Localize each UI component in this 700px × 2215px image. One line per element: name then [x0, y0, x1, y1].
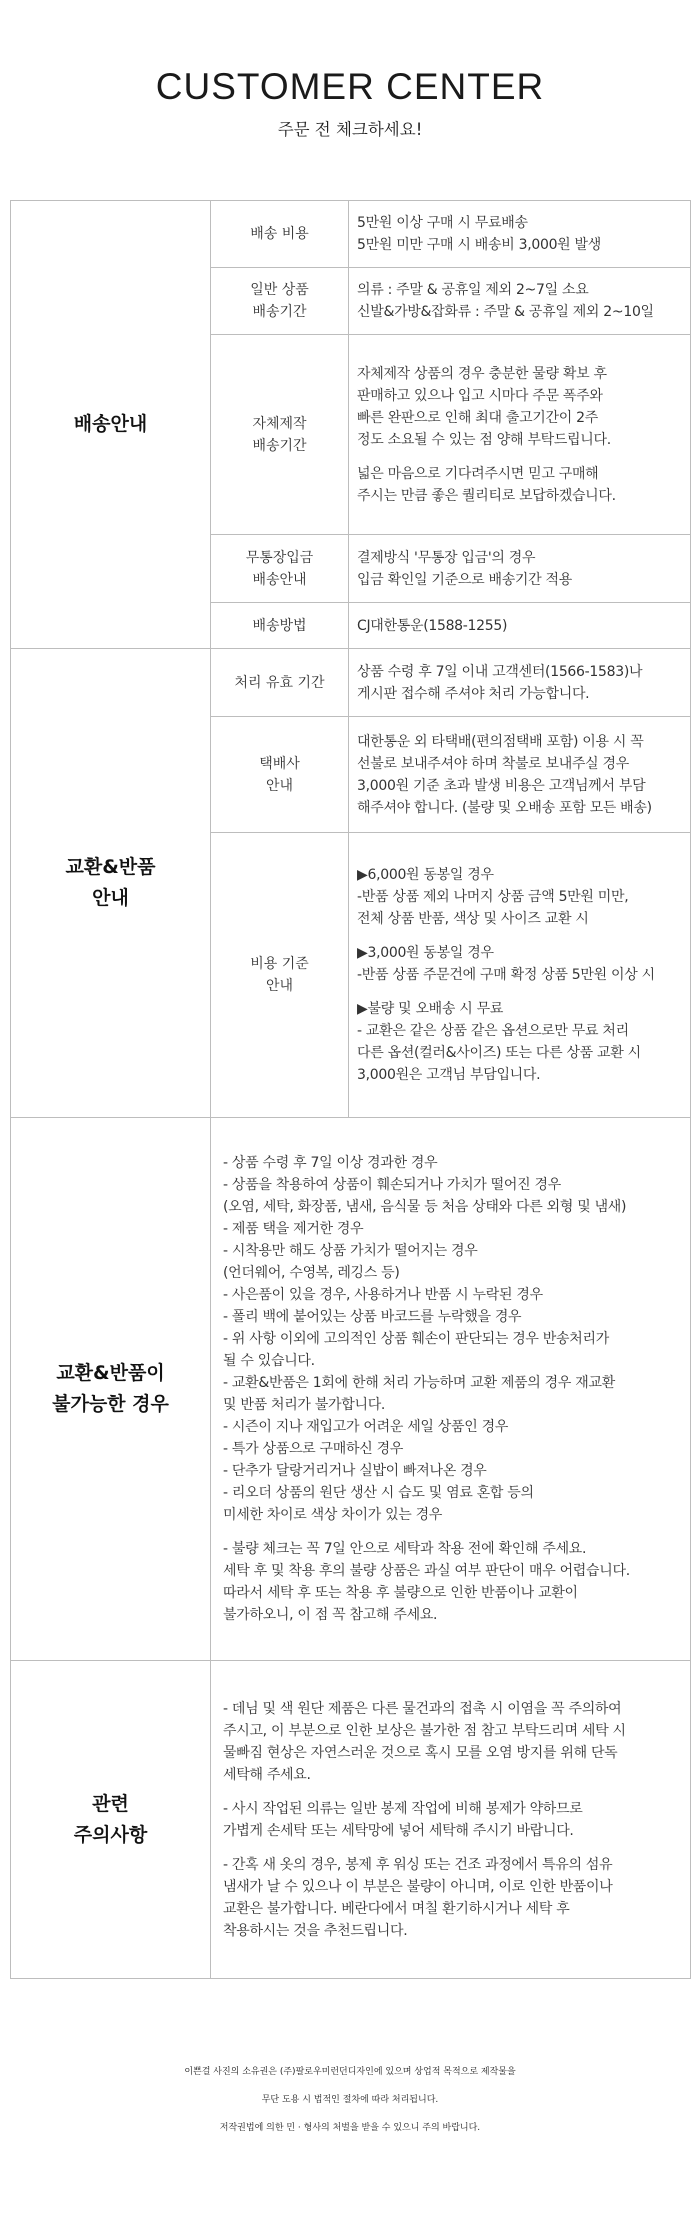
page-subtitle: 주문 전 체크하세요! — [277, 120, 423, 139]
not-allowed-row — [11, 1118, 691, 1661]
row-value: 자체제작 상품의 경우 충분한 물량 확보 후 판매하고 있으나 입고 시마다 주문 폭주와 빠른 완판으로 인해 최대 출고기간이 2주 정도 소요될 수 있는 점 양해 부탁드립니다. 넓은 마음으로 기다려주시면 믿고 구매해 주시는 만큼 좋은 퀄리티로 보답하겠습니다. — [349, 335, 691, 535]
page-header — [0, 0, 700, 200]
row-label: 비용 기준 안내 — [211, 833, 349, 1118]
row-value: CJ대한통운(1588-1255) — [349, 603, 691, 649]
cautions-row — [11, 1661, 691, 1979]
section-title-shipping: 배송안내 — [11, 201, 211, 649]
section-title-not-allowed: 교환&반품이 불가능한 경우 — [11, 1118, 211, 1661]
row-value: 5만원 이상 구매 시 무료배송 5만원 미만 구매 시 배송비 3,000원 발생 — [349, 201, 691, 268]
row-label: 자체제작 배송기간 — [211, 335, 349, 535]
row-label: 배송 비용 — [211, 201, 349, 268]
row-label: 배송방법 — [211, 603, 349, 649]
exchange-row-valid-period — [11, 649, 691, 717]
row-label: 무통장입금 배송안내 — [211, 535, 349, 603]
row-value: ▶6,000원 동봉일 경우 -반품 상품 제외 나머지 상품 금액 5만원 미만, 전체 상품 반품, 색상 및 사이즈 교환 시 ▶3,000원 동봉일 경우 -반품 상품 주문건에 구매 확정 상품 5만원 이상 시 ▶불량 및 오배송 시 무료 - 교환은 같은 상품 같은 옵션으로만 무료 처리 다른 옵션(컬러&사이즈) 또는 다른 상품 교환 시 3,000원은 고객님 부담입니다. — [349, 833, 691, 1118]
row-label: 처리 유효 기간 — [211, 649, 349, 717]
row-label: 택배사 안내 — [211, 717, 349, 833]
row-value: 대한통운 외 타택배(편의점택배 포함) 이용 시 꼭 선불로 보내주셔야 하며 착불로 보내주실 경우 3,000원 기준 초과 발생 비용은 고객님께서 부담 해주셔야 합니다. (불량 및 오배송 포함 모든 배송) — [349, 717, 691, 833]
section-title-cautions: 관련 주의사항 — [11, 1661, 211, 1979]
cautions-content: - 데님 및 색 원단 제품은 다른 물건과의 접촉 시 이염을 꼭 주의하여 주시고, 이 부분으로 인한 보상은 불가한 점 참고 부탁드리며 세탁 시 물빠짐 현상은 자연스러운 것으로 혹시 모를 오염 방지를 위해 단독 세탁해 주세요. - 사시 작업된 의류는 일반 봉제 작업에 비해 봉제가 약하므로 가볍게 손세탁 또는 세탁망에 넣어 세탁해 주시기 바랍니다. - 간혹 새 옷의 경우, 봉제 후 워싱 또는 건조 과정에서 특유의 섬유 냄새가 날 수 있으나 이 부분은 불량이 아니며, 이로 인한 반품이나 교환은 불가합니다. 베란다에서 며칠 환기하시거나 세탁 후 착용하시는 것을 추천드립니다. — [211, 1661, 691, 1979]
row-value: 의류 : 주말 & 공휴일 제외 2~7일 소요 신발&가방&잡화류 : 주말 & 공휴일 제외 2~10일 — [349, 268, 691, 335]
row-value: 상품 수령 후 7일 이내 고객센터(1566-1583)나 게시판 접수해 주셔야 처리 가능합니다. — [349, 649, 691, 717]
section-title-exchange: 교환&반품 안내 — [11, 649, 211, 1118]
info-table — [10, 200, 691, 1979]
row-value: 결제방식 '무통장 입금'의 경우 입금 확인일 기준으로 배송기간 적용 — [349, 535, 691, 603]
page-title: CUSTOMER CENTER — [155, 66, 545, 107]
not-allowed-content: - 상품 수령 후 7일 이상 경과한 경우 - 상품을 착용하여 상품이 훼손되거나 가치가 떨어진 경우 (오염, 세탁, 화장품, 냄새, 음식물 등 처음 상태와 다른 외형 및 냄새) - 제품 택을 제거한 경우 - 시착용만 해도 상품 가치가 떨어지는 경우 (언더웨어, 수영복, 레깅스 등) - 사은품이 있을 경우, 사용하거나 반품 시 누락된 경우 - 폴리 백에 붙어있는 상품 바코드를 누락했을 경우 - 위 사항 이외에 고의적인 상품 훼손이 판단되는 경우 반송처리가 될 수 있습니다. - 교환&반품은 1회에 한해 처리 가능하며 교환 제품의 경우 재교환 및 반품 처리가 불가합니다. - 시즌이 지나 재입고가 어려운 세일 상품인 경우 - 특가 상품으로 구매하신 경우 - 단추가 달랑거리거나 실밥이 빠져나온 경우 - 리오더 상품의 원단 생산 시 습도 및 염료 혼합 등의 미세한 차이로 색상 차이가 있는 경우 - 불량 체크는 꼭 7일 안으로 세탁과 착용 전에 확인해 주세요. 세탁 후 및 착용 후의 불량 상품은 과실 여부 판단이 매우 어렵습니다. 따라서 세탁 후 또는 착용 후 불량으로 인한 반품이나 교환이 불가하오니, 이 점 꼭 참고해 주세요. — [211, 1118, 691, 1661]
row-label: 일반 상품 배송기간 — [211, 268, 349, 335]
shipping-row-cost — [11, 201, 691, 268]
copyright-notice: 이쁜걸 사진의 소유권은 (주)팔로우미런던디자인에 있으며 상업적 목적으로 제작물을 무단 도용 시 법적인 절차에 따라 처리됩니다. 저작권법에 의한 민 · 형사의 처벌을 받을 수 있으니 주의 바랍니다. — [184, 2067, 516, 2133]
